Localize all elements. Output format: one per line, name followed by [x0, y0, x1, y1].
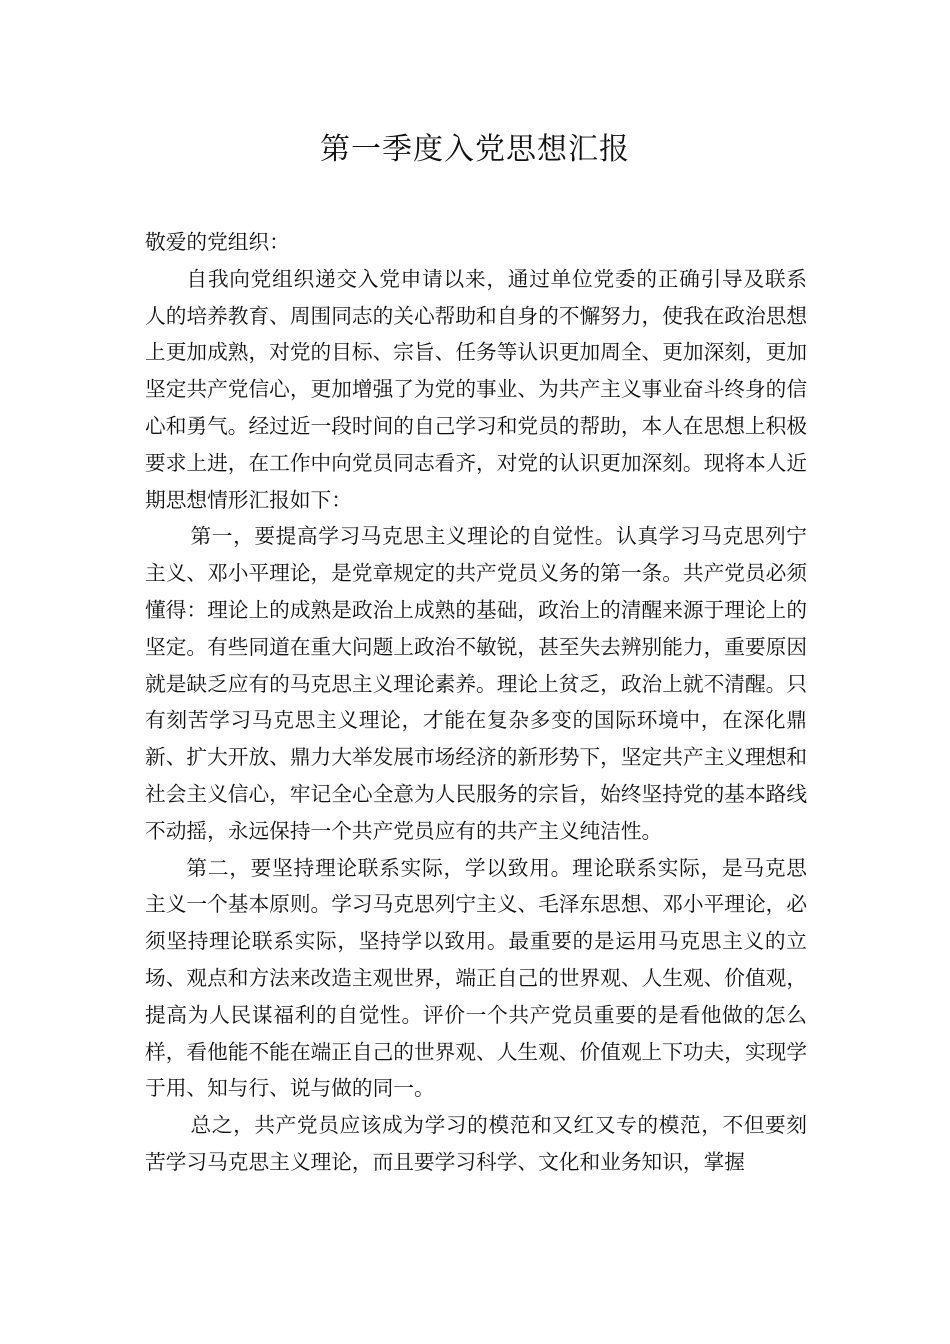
document-body [145, 224, 807, 1181]
paragraph-first-point: 第一，要提高学习马克思主义理论的自觉性。认真学习马克思列宁主义、邓小平理论，是党章规定的共产党员义务的第一条。共产党员必须懂得：理论上的成熟是政治上成熟的基础，政治上的清醒来源于理论上的坚定。有些同道在重大问题上政治不敏锐，甚至失去辨别能力，重要原因就是缺乏应有的马克思主义理论素养。理论上贫乏，政治上就不清醒。只有刻苦学习马克思主义理论，才能在复杂多变的国际环境中，在深化鼎新、扩大开放、鼎力大举发展市场经济的新形势下，坚定共产主义理想和社会主义信心，牢记全心全意为人民服务的宗旨，始终坚持党的基本路线不动摇，永远保持一个共产党员应有的共产主义纯洁性。 [145, 524, 808, 843]
salutation: 敬爱的党组织： [145, 230, 290, 254]
paragraph-second-point: 第二，要坚持理论联系实际，学以致用。理论联系实际，是马克思主义一个基本原则。学习马克思列宁主义、毛泽东思想、邓小平理论，必须坚持理论联系实际，坚持学以致用。最重要的是运用马克思主义的立场、观点和方法来改造主观世界，端正自己的世界观、人生观、价值观，提高为人民谋福利的自觉性。评价一个共产党员重要的是看他做的怎么样，看他能不能在端正自己的世界观、人生观、价值观上下功夫，实现学于用、知与行、说与做的同一。 [145, 855, 808, 1101]
document-title: 第一季度入党思想汇报 [320, 132, 630, 167]
paragraph-summary: 总之，共产党员应该成为学习的模范和又红又专的模范，不但要刻苦学习马克思主义理论，而且要学习科学、文化和业务知识，掌握 [145, 1113, 807, 1174]
paragraph-intro: 自我向党组织递交入党申请以来，通过单位党委的正确引导及联系人的培养教育、周围同志的关心帮助和自身的不懈努力，使我在政治思想上更加成熟，对党的目标、宗旨、任务等认识更加周全、更加深刻，更加坚定共产党信心，更加增强了为党的事业、为共产主义事业奋斗终身的信心和勇气。经过近一段时间的自己学习和党员的帮助，本人在思想上积极要求上进，在工作中向党员同志看齐，对党的认识更加深刻。现将本人近期思想情形汇报如下： [145, 266, 808, 512]
